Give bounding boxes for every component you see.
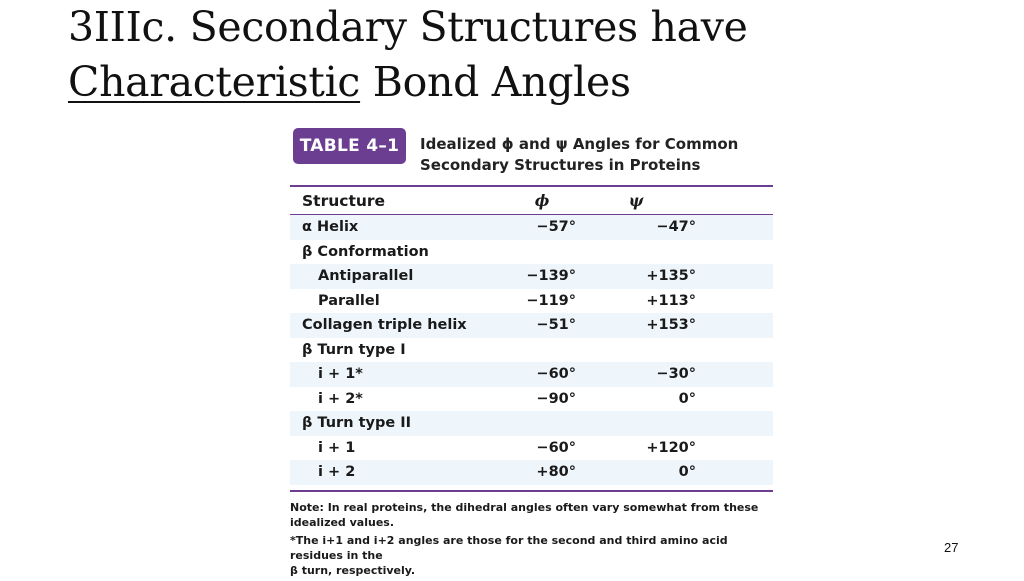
- table-row: [290, 240, 773, 265]
- cell-structure: Parallel: [290, 289, 508, 314]
- cell-spacer: [696, 313, 773, 338]
- cell-spacer: [696, 240, 773, 265]
- table-row: [290, 215, 773, 240]
- table-row: [290, 264, 773, 289]
- cell-phi: −90°: [508, 387, 576, 412]
- cell-phi: [508, 338, 576, 363]
- cell-spacer: [696, 264, 773, 289]
- cell-structure: i + 1*: [290, 362, 508, 387]
- cell-structure: Collagen triple helix: [290, 313, 508, 338]
- cell-phi: [508, 411, 576, 436]
- cell-psi: +153°: [576, 313, 696, 338]
- cell-structure: β Turn type I: [290, 338, 508, 363]
- cell-psi: +113°: [576, 289, 696, 314]
- cell-phi: −60°: [508, 436, 576, 461]
- cell-spacer: [696, 436, 773, 461]
- table-bottom-rule: [290, 490, 773, 492]
- title-underlined-word: Characteristic: [68, 58, 361, 106]
- table-header-row: [290, 187, 773, 215]
- table-badge: TABLE 4–1: [293, 128, 406, 164]
- table-notes: [290, 500, 780, 581]
- cell-psi: −30°: [576, 362, 696, 387]
- page-number: 27: [944, 540, 959, 555]
- header-psi: ψ: [576, 187, 696, 215]
- table-caption: [420, 134, 770, 176]
- cell-psi: [576, 411, 696, 436]
- cell-spacer: [696, 411, 773, 436]
- cell-structure: i + 2: [290, 460, 508, 485]
- angles-table: [290, 187, 773, 485]
- cell-structure: i + 1: [290, 436, 508, 461]
- table-row: [290, 436, 773, 461]
- table-caption-line2: Secondary Structures in Proteins: [420, 156, 701, 174]
- cell-phi: −139°: [508, 264, 576, 289]
- table-header-block: [290, 128, 773, 184]
- table-caption-line1: Idealized ϕ and ψ Angles for Common: [420, 135, 739, 153]
- table-row: [290, 362, 773, 387]
- angles-table-figure: [290, 128, 773, 577]
- cell-phi: −119°: [508, 289, 576, 314]
- cell-spacer: [696, 362, 773, 387]
- cell-phi: [508, 240, 576, 265]
- table-footnote-line2: β turn, respectively.: [290, 564, 416, 577]
- slide-title: [68, 0, 748, 110]
- table-row: [290, 289, 773, 314]
- cell-psi: [576, 338, 696, 363]
- table-row: [290, 387, 773, 412]
- slide-title-line1: 3IIIc. Secondary Structures have: [68, 3, 748, 51]
- cell-structure: β Conformation: [290, 240, 508, 265]
- cell-structure: i + 2*: [290, 387, 508, 412]
- cell-psi: 0°: [576, 460, 696, 485]
- header-structure: Structure: [290, 187, 508, 215]
- table-footnote: [290, 533, 780, 578]
- cell-phi: −57°: [508, 215, 576, 240]
- table-row: [290, 411, 773, 436]
- cell-psi: −47°: [576, 215, 696, 240]
- title-rest: Bond Angles: [360, 58, 631, 106]
- cell-psi: +135°: [576, 264, 696, 289]
- cell-spacer: [696, 338, 773, 363]
- cell-psi: +120°: [576, 436, 696, 461]
- cell-phi: −60°: [508, 362, 576, 387]
- slide-title-line2: [68, 55, 748, 110]
- cell-psi: [576, 240, 696, 265]
- table-row: [290, 313, 773, 338]
- cell-spacer: [696, 387, 773, 412]
- cell-phi: +80°: [508, 460, 576, 485]
- cell-structure: β Turn type II: [290, 411, 508, 436]
- table-note: Note: In real proteins, the dihedral angles often vary somewhat from these idealized values.: [290, 501, 759, 529]
- cell-spacer: [696, 460, 773, 485]
- table-row: [290, 338, 773, 363]
- cell-psi: 0°: [576, 387, 696, 412]
- header-phi: ϕ: [508, 187, 576, 215]
- cell-phi: −51°: [508, 313, 576, 338]
- cell-structure: Antiparallel: [290, 264, 508, 289]
- cell-spacer: [696, 289, 773, 314]
- table-footnote-line1: *The i+1 and i+2 angles are those for the second and third amino acid residues in the: [290, 534, 728, 562]
- header-spacer: [696, 187, 773, 215]
- cell-spacer: [696, 215, 773, 240]
- cell-structure: α Helix: [290, 215, 508, 240]
- table-row: [290, 460, 773, 485]
